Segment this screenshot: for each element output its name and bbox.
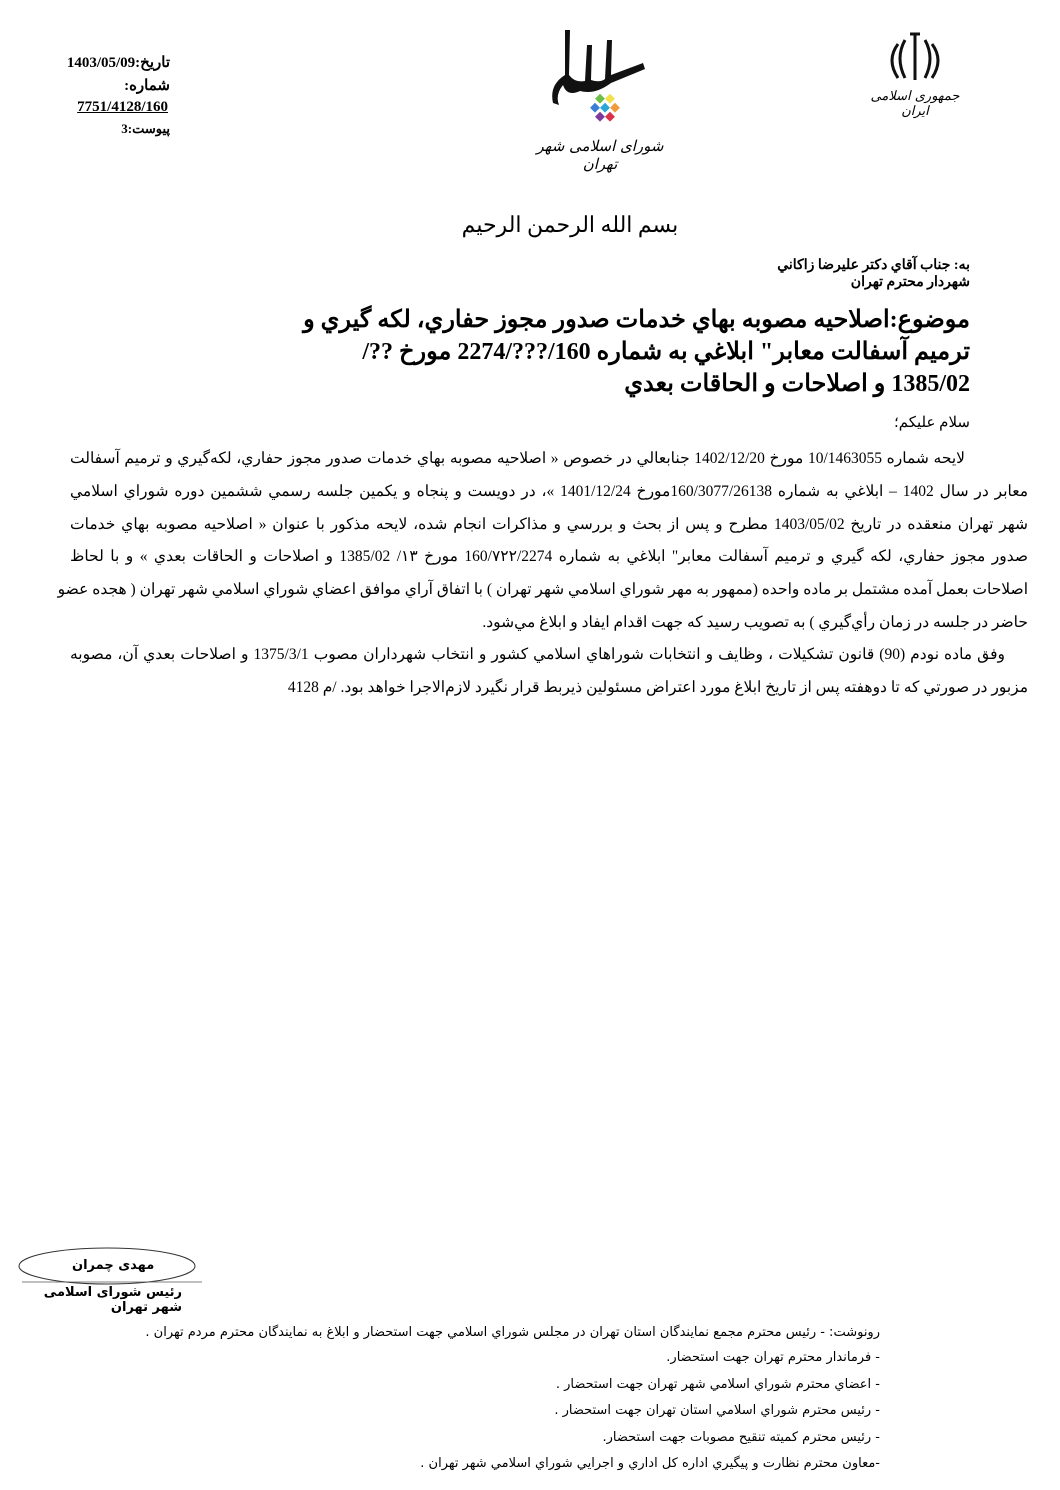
- council-logo-text: شورای اسلامی شهر تهران: [536, 137, 664, 173]
- attachment-label: پيوست:: [127, 121, 170, 136]
- cc-line: - فرماندار محترم تهران جهت استحضار.: [666, 1350, 880, 1365]
- body-line: لايحه شماره 10/1463055 مورخ 1402/12/20 جنابعالي در خصوص « اصلاحيه مصوبه بهاي خدمات صدور مجوز حفاري، لكه‌گيري و ترميم آسفالت: [70, 450, 966, 467]
- subject: [303, 304, 970, 400]
- emblem-text: جمهوری اسلامی ایران: [870, 89, 960, 119]
- date-value: 1403/05/09: [66, 55, 136, 71]
- body-line: اصلاحات بعمل آمده مشتمل بر ماده واحده (ممهور به مهر شوراي اسلامي شهر تهران ) با اتفاق آراي موافق اعضاي شوراي اسلامي شهر تهران ( هجده عضو: [57, 581, 1028, 598]
- cc-line: -معاون محترم نظارت و پيگيري اداره كل اداري و اجرايي شوراي اسلامي شهر تهران .: [420, 1456, 880, 1471]
- cc-line: رونوشت: - رئيس محترم مجمع نمايندگان استان تهران در مجلس شوراي اسلامي جهت استحضار و ابلاغ به نمايندگان محترم مردم تهران .: [145, 1325, 880, 1340]
- body-line: معابر در سال 1402 – ابلاغي به شماره 160/3077/26138مورخ 1401/12/24 »، در دويست و پنجاه و يكمين جلسه رسمي ششمين دوره شوراي اسلامي: [70, 483, 1029, 500]
- attachment-field: [40, 121, 170, 136]
- date-field: [40, 55, 170, 72]
- cc-line: - رئيس محترم كميته تنقيح مصوبات جهت استحضار.: [602, 1430, 880, 1445]
- number-value: 7751/4128/160: [77, 99, 168, 115]
- tehran-council-logo: [525, 25, 675, 173]
- signer-name: مهدی چمران: [72, 1258, 155, 1273]
- body-line: صدور مجوز حفاري، لكه گيري و ترميم آسفالت معابر" ابلاغي به شماره 160/۷۲۲/2274 مورخ ۱۳/ 1385/02 و اصلاحات و الحاقات بعدي » و با لحاظ: [70, 548, 1028, 565]
- attachment-value: 3: [121, 121, 128, 136]
- body-line: مزبور در صورتي كه تا دوهفته پس از تاريخ ابلاغ مورد اعتراض مسئولين ذيربط قرار نگيرد لازم‌الاجرا خواهد بود. /م 4128: [287, 679, 1028, 696]
- recipient-name: به: جناب آقاي دكتر عليرضا زاكاني: [777, 258, 970, 273]
- body-line: حاضر در جلسه در زمان رأي‌گيري ) به تصويب رسيد كه جهت اقدام ايفاد و ابلاغ مي‌شود.: [482, 614, 1028, 631]
- body-line: شهر تهران منعقده در تاريخ 1403/05/02 مطرح و پس از بحث و بررسي و مذاكرات انجام شده، لايحه مذكور با عنوان « اصلاحيه مصوبه بهاي خدمات: [70, 516, 1028, 533]
- greeting: سلام عليكم؛: [893, 415, 970, 431]
- emblem-icon: [860, 30, 970, 85]
- council-logo-icon: [525, 25, 675, 125]
- subject-line: 1385/02 و اصلاحات و الحاقات بعدي: [624, 371, 970, 397]
- subject-line: ترميم آسفالت معابر" ابلاغي به شماره 160/???/2274 مورخ ??/: [362, 339, 970, 365]
- cc-line: - اعضاي محترم شوراي اسلامي شهر تهران جهت استحضار .: [555, 1377, 880, 1392]
- cc-line: - رئيس محترم شوراي اسلامي استان تهران جهت استحضار .: [554, 1403, 880, 1418]
- subject-line: موضوع:اصلاحيه مصوبه بهاي خدمات صدور مجوز حفاري، لكه گيري و: [303, 307, 970, 333]
- recipient-title: شهردار محترم تهران: [850, 275, 970, 290]
- date-label: تاريخ:: [135, 55, 170, 71]
- iran-emblem: [860, 30, 970, 120]
- bismillah: بسم الله الرحمن الرحيم: [461, 212, 679, 237]
- signer-title: رئیس شورای اسلامی شهر تهران: [43, 1285, 182, 1315]
- number-label: شماره:: [124, 78, 170, 94]
- body-line: وفق ماده نودم (90) قانون تشكيلات ، وظايف و انتخابات شوراهاي اسلامي كشور و انتخاب شهرداران مصوب 1375/3/1 و اصلاحات بعدي آن، مصوبه: [70, 646, 1005, 663]
